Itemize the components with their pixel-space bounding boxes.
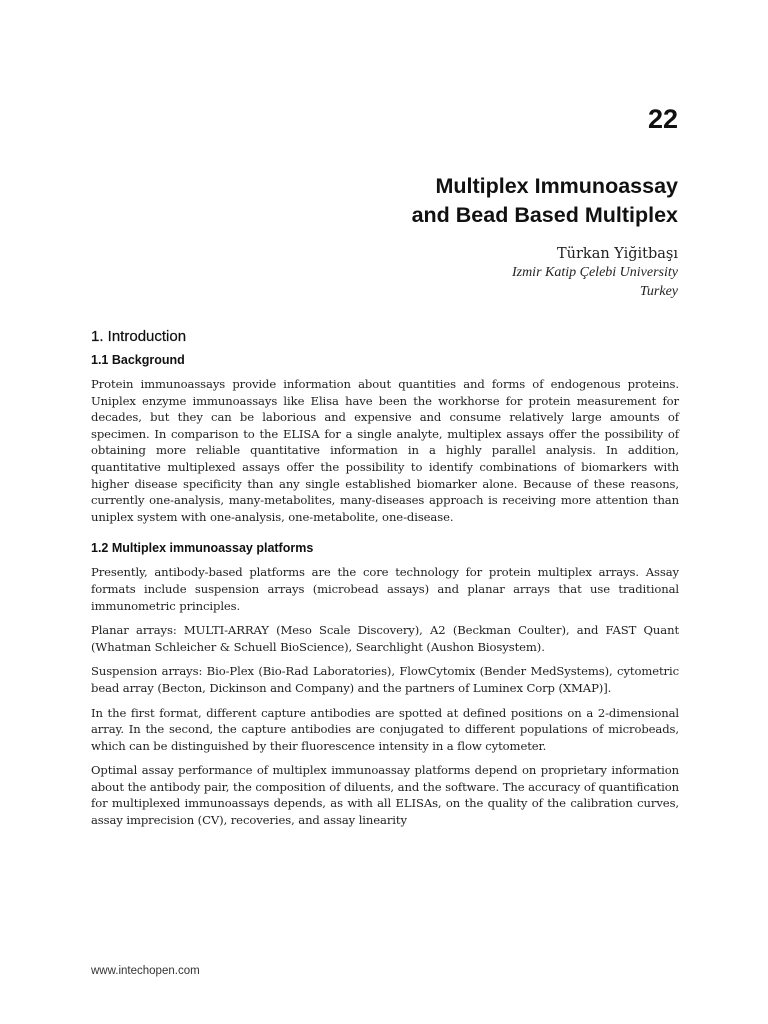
subsection-heading-background: 1.1 Background <box>91 353 185 367</box>
chapter-title <box>158 172 678 230</box>
author-name: Türkan Yiğitbaşı <box>556 246 678 262</box>
affiliation-country: Turkey <box>639 284 678 299</box>
chapter-title-line-1: Multiplex Immunoassay <box>435 174 678 198</box>
paragraph: Planar arrays: MULTI-ARRAY (Meso Scale Discovery), A2 (Beckman Coulter), and FAST Quant (Whatman Schleicher & Schuell BioScience), Searchlight (Aushon Biosystem). <box>91 623 679 654</box>
paragraph: Presently, antibody-based platforms are the core technology for protein multiplex arrays. Assay formats include suspension arrays (microbead assays) and planar arrays that use traditional immunometric principles. <box>91 565 679 613</box>
footer-url: www.intechopen.com <box>91 965 200 977</box>
body-content <box>91 328 679 837</box>
chapter-title-line-2: and Bead Based Multiplex <box>411 203 678 227</box>
subsection-heading-platforms: 1.2 Multiplex immunoassay platforms <box>91 541 314 556</box>
paragraph: Optimal assay performance of multiplex immunoassay platforms depend on proprietary information about the antibody pair, the composition of diluents, and the software. The accuracy of quantification for multiplexed immunoassays depends, as with all ELISAs, on the quality of the calibration curves, assay imprecision (CV), recoveries, and assay linearity <box>91 763 679 828</box>
author-affiliation <box>512 263 678 301</box>
paragraph: In the first format, different capture antibodies are spotted at defined positions on a 2-dimensional array. In the second, the capture antibodies are conjugated to different populations of microbeads, which can be distinguished by their fluorescence intensity in a flow cytometer. <box>91 705 679 753</box>
paragraph: Protein immunoassays provide information about quantities and forms of endogenous proteins. Uniplex enzyme immunoassays like Elisa have been the workhorse for protein measurement for decades, but they can be laborious and expensive and consume relatively large amounts of specimen. In comparison to the ELISA for a single analyte, multiplex assays offer the possibility of obtaining more reliable quantitative information in a highly parallel analysis. In addition, quantitative multiplexed assays offer the possibility to identify combinations of biomarkers with higher disease specificity than any single established biomarker alone. Because of these reasons, currently one-analysis, many-metabolites, many-diseases approach is receiving more attention than uniplex system with one-analysis, one-metabolite, one-disease. <box>91 377 679 524</box>
chapter-number: 22 <box>647 104 678 134</box>
section-heading-introduction: 1. Introduction <box>91 328 187 345</box>
affiliation-institution: Izmir Katip Çelebi University <box>511 265 678 280</box>
paragraph: Suspension arrays: Bio-Plex (Bio-Rad Laboratories), FlowCytomix (Bender MedSystems), cytometric bead array (Becton, Dickinson and Company) and the partners of Luminex Corp (XMAP)]. <box>91 664 679 695</box>
